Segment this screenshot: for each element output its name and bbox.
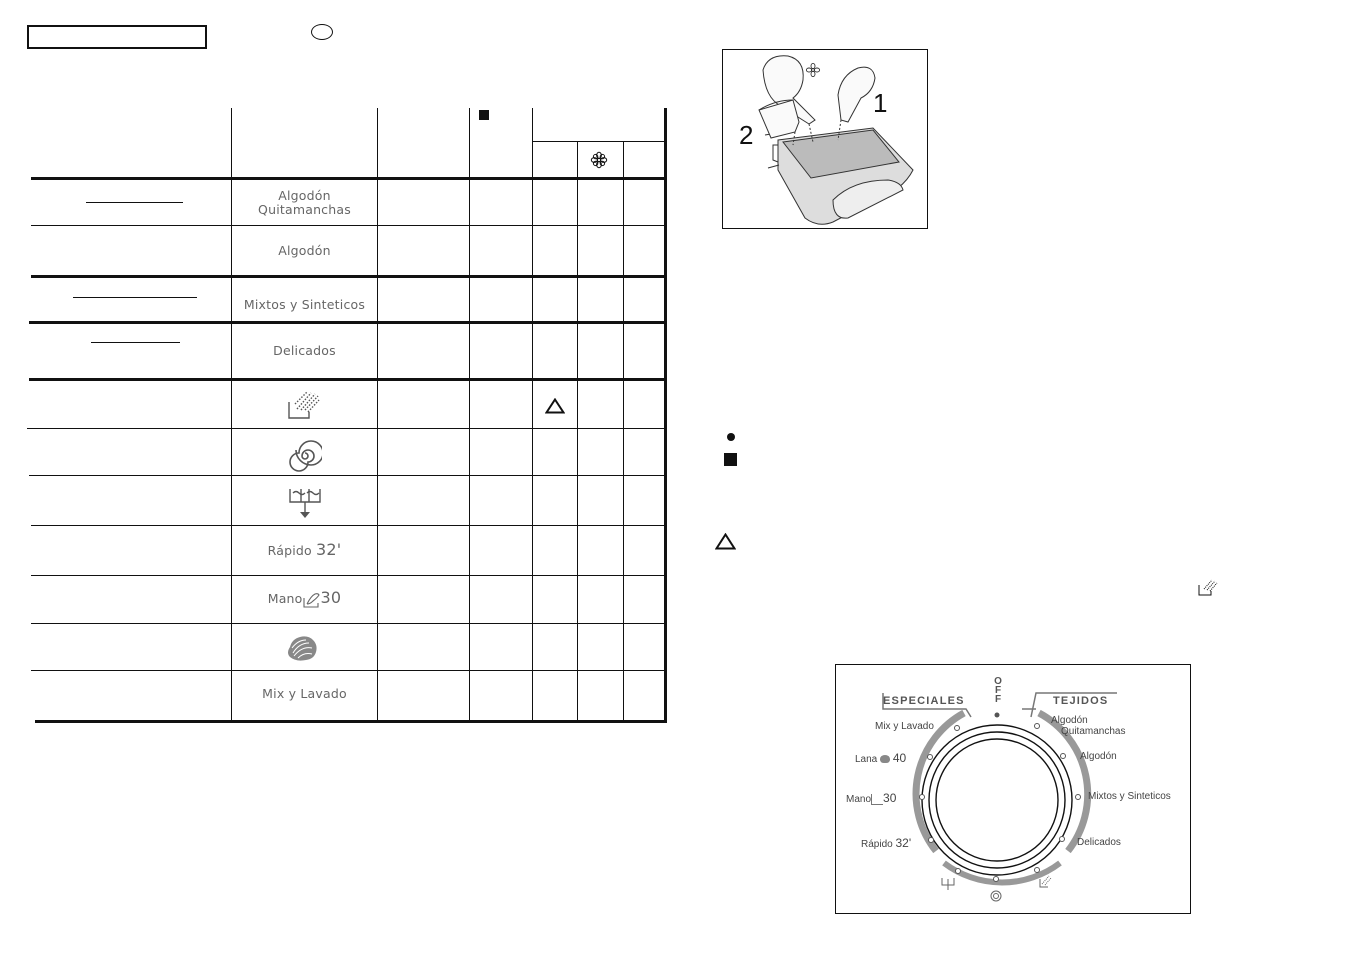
program-row-delicates bbox=[232, 344, 377, 358]
dial-item-rapid bbox=[861, 836, 911, 850]
square-icon bbox=[479, 110, 489, 120]
program-label: Mix y Lavado bbox=[262, 686, 347, 701]
program-row-cotton-stain bbox=[232, 189, 377, 217]
dial-item-temp: 30 bbox=[883, 791, 897, 805]
program-label-line1: Algodón bbox=[278, 188, 331, 203]
program-label: Mixtos y Sinteticos bbox=[243, 297, 366, 312]
dial-heading-tejidos: TEJIDOS bbox=[1053, 695, 1109, 707]
dial-heading-especiales: ESPECIALES bbox=[883, 695, 965, 707]
hand-wash-icon bbox=[303, 592, 321, 608]
dial-item-temp: 40 bbox=[892, 751, 907, 765]
header-blank-box bbox=[27, 25, 207, 49]
program-row-mixed-synthetic bbox=[232, 298, 377, 312]
dial-item-label: Rápido bbox=[861, 839, 893, 850]
program-dial-panel bbox=[835, 664, 1191, 914]
dial-item-cotton: Algodón bbox=[1080, 751, 1117, 762]
dial-item-cotton-stain bbox=[1051, 715, 1125, 737]
wool-icon bbox=[286, 635, 318, 663]
program-row-mix-wash bbox=[232, 687, 377, 701]
program-row-rapid bbox=[232, 540, 377, 559]
dial-item-wool bbox=[855, 751, 906, 765]
program-duration: 32' bbox=[316, 540, 342, 559]
dial-item-delicates: Delicados bbox=[1077, 837, 1121, 848]
dial-item-label: Mano bbox=[846, 794, 872, 805]
program-temperature: 30 bbox=[320, 588, 342, 607]
drain-icon bbox=[288, 486, 322, 520]
spin-icon bbox=[288, 439, 322, 473]
rinse-icon bbox=[1198, 578, 1218, 596]
program-label: Delicados bbox=[273, 343, 336, 358]
dot-icon bbox=[727, 433, 735, 441]
dial-item-mix-wash: Mix y Lavado bbox=[875, 721, 934, 732]
program-label: Rápido bbox=[267, 543, 312, 558]
program-label: Algodón bbox=[278, 243, 331, 258]
triangle-icon bbox=[715, 533, 736, 555]
triangle-icon bbox=[545, 398, 565, 419]
flower-icon bbox=[590, 151, 608, 169]
dial-item-label: Algodón bbox=[1051, 715, 1088, 726]
dial-item-time: 32' bbox=[895, 836, 912, 850]
program-label-line2: Quitamanchas bbox=[258, 202, 351, 217]
rinse-icon bbox=[287, 390, 321, 420]
program-label: Mano bbox=[267, 591, 303, 606]
compartment-label-2: 2 bbox=[739, 120, 754, 150]
dial-item-hand-wash bbox=[846, 791, 896, 805]
dial-item-label2: Quitamanchas bbox=[1061, 726, 1126, 737]
dial-off-label: OFF bbox=[994, 676, 1002, 705]
detergent-drawer-illustration bbox=[722, 49, 928, 229]
compartment-label-1: 1 bbox=[873, 88, 888, 118]
language-oval-badge bbox=[311, 24, 333, 40]
square-icon bbox=[724, 453, 737, 466]
dial-item-mixed-synthetic: Mixtos y Sinteticos bbox=[1088, 791, 1171, 802]
wool-icon bbox=[880, 755, 890, 763]
dial-item-label: Lana bbox=[855, 754, 878, 765]
program-row-cotton bbox=[232, 244, 377, 258]
program-row-hand-wash bbox=[232, 588, 377, 608]
hand-wash-icon bbox=[871, 794, 883, 805]
